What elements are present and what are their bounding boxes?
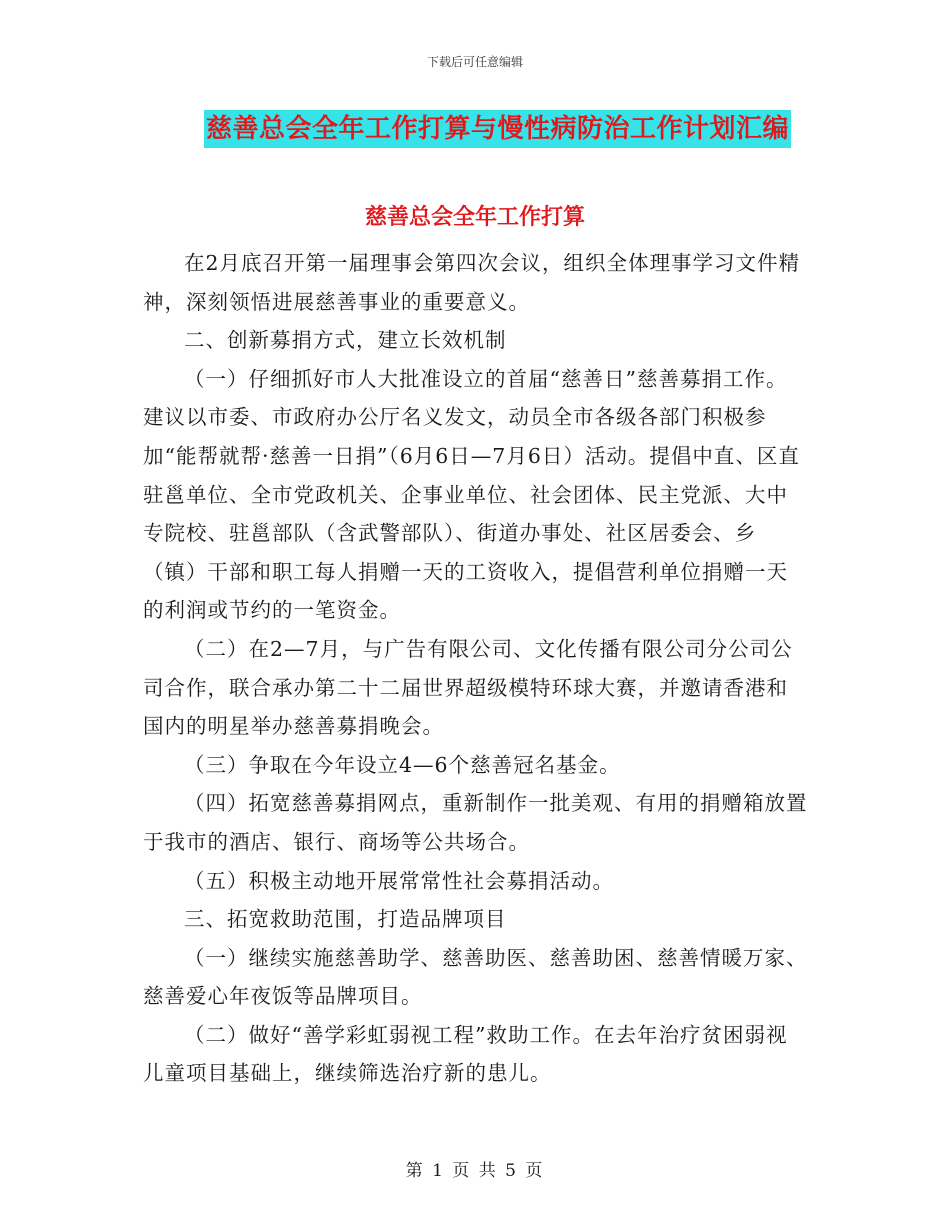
section-title: 慈善总会全年工作打算 xyxy=(364,205,585,230)
document-title-wrapper xyxy=(0,110,950,148)
paragraph: 二、创新募捐方式，建立长效机制 xyxy=(184,328,507,353)
paragraph: （一）继续实施慈善助学、慈善助医、慈善助困、慈善情暖万家、慈善爱心年夜饭等品牌项目。 xyxy=(143,945,808,1009)
paragraph: 在2月底召开第一届理事会第四次会议，组织全体理事学习文件精神，深刻领悟进展慈善事业的重要意义。 xyxy=(143,251,801,314)
document-title: 慈善总会全年工作打算与慢性病防治工作计划汇编 xyxy=(204,110,791,148)
paragraph: （三）争取在今年设立4—6个慈善冠名基金。 xyxy=(184,752,621,777)
document-body xyxy=(143,244,808,1093)
paragraph: （五）积极主动地开展常常性社会募捐活动。 xyxy=(184,868,614,893)
page-number: 第 1 页 共 5 页 xyxy=(405,1161,545,1181)
paragraph: （二）在2—7月，与广告有限公司、文化传播有限公司分公司公司合作，联合承办第二十二届世界超级模特环球大赛，并邀请香港和国内的明星举办慈善募捐晚会。 xyxy=(143,636,793,739)
paragraph: （四）拓宽慈善募捐网点，重新制作一批美观、有用的捐赠箱放置于我市的酒店、银行、商场等公共场合。 xyxy=(143,791,808,854)
paragraph: （二）做好“善学彩虹弱视工程”救助工作。在去年治疗贫困弱视儿童项目基础上，继续筛选治疗新的患儿。 xyxy=(143,1022,788,1086)
page-header-note: 下载后可任意编辑 xyxy=(426,55,523,69)
paragraph: （一）仔细抓好市人大批准设立的首届“慈善日”慈善募捐工作。建议以市委、市政府办公厅名义发文，动员全市各级各部门积极参加“能帮就帮·慈善一日捐”（6月6日—7月6日）活动。提倡中直、区直驻邕单位、全市党政机关、企事业单位、社会团体、民主党派、大中专院校、驻邕部队（含武警部队）、街道办事处、社区居委会、乡（镇）干部和职工每人捐赠一天的工资收入，提倡营利单位捐赠一天的利润或节约的一笔资金。 xyxy=(143,366,800,623)
paragraph: 三、拓宽救助范围，打造品牌项目 xyxy=(184,907,507,932)
